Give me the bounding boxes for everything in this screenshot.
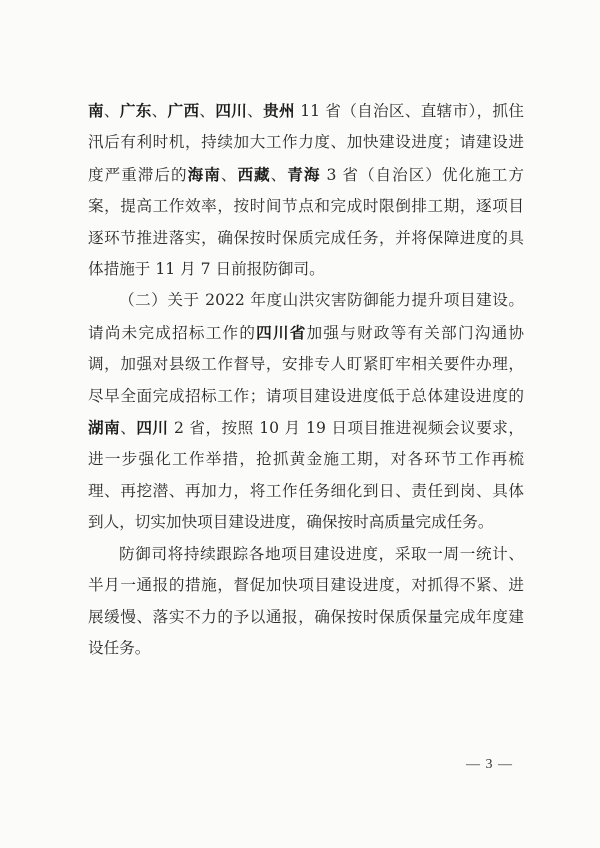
paragraph-section-two bbox=[88, 285, 524, 538]
separator: 、 bbox=[199, 102, 216, 120]
province-hainan: 海南 bbox=[187, 164, 221, 184]
document-body bbox=[88, 95, 524, 664]
province-hunan-part: 南 bbox=[88, 101, 104, 120]
page-number: — 3 — bbox=[466, 757, 513, 772]
paragraph-text: 请尚未完成招标工作的 bbox=[88, 323, 257, 342]
separator: 、 bbox=[247, 102, 264, 120]
separator: 、 bbox=[151, 102, 168, 120]
province-hunan: 湖南 bbox=[88, 418, 121, 438]
paragraph-provinces-continued bbox=[88, 95, 524, 285]
separator: 、 bbox=[270, 165, 288, 184]
province-guangdong: 广东 bbox=[119, 101, 152, 120]
separator: 、 bbox=[120, 419, 137, 438]
paragraph-text: 3 省（自治区）优化施工方案，提高工作效率，按时间节点和完成时限倒排工期，逐项目逐环节推进落实，确保按时保质完成任务，并将保障进度的具体措施于 11 月 7 日前报防御司。 bbox=[88, 165, 524, 279]
province-qinghai: 青海 bbox=[287, 164, 321, 184]
separator: 、 bbox=[103, 102, 120, 120]
separator: 、 bbox=[220, 165, 238, 184]
province-xizang: 西藏 bbox=[237, 164, 271, 184]
province-sichuan-2: 四川 bbox=[136, 418, 169, 438]
paragraph-text: 加强与财政等有关部门沟通协调，加强对县级工作督导，安排专人盯紧盯牢相关要件办理，尽早全面完成招标工作；请项目建设进度低于总体建设进度的 bbox=[88, 323, 524, 405]
province-guangxi: 广西 bbox=[167, 101, 200, 120]
paragraph-text: 2 省，按照 10 月 19 日项目推进视频会议要求，进一步强化工作举措，抢抓黄金施工期，对各环节工作再梳理、再挖潜、再加力，将工作任务细化到日、责任到岗、具体到人，切实加快项目建设进度，确保按时高质量完成任务。 bbox=[88, 419, 524, 532]
province-guizhou: 贵州 bbox=[263, 101, 295, 120]
paragraph-text: 11 省（自治区、直辖市），抓住汛后有利时机，持续加大工作力度、加快建设进度；请建设进度严重滞后的 bbox=[88, 102, 524, 184]
paragraph-closing: 防御司将持续跟踪各地项目建设进度，采取一周一统计、半月一通报的措施，督促加快项目建设进度，对抓得不紧、进展缓慢、落实不力的予以通报，确保按时保质保量完成年度建设任务。 bbox=[88, 544, 524, 657]
province-sichuan-sheng: 四川省 bbox=[256, 322, 307, 342]
province-sichuan: 四川 bbox=[215, 101, 248, 120]
section-heading: （二）关于 2022 年度山洪灾害防御能力提升项目建设。 bbox=[119, 291, 524, 310]
